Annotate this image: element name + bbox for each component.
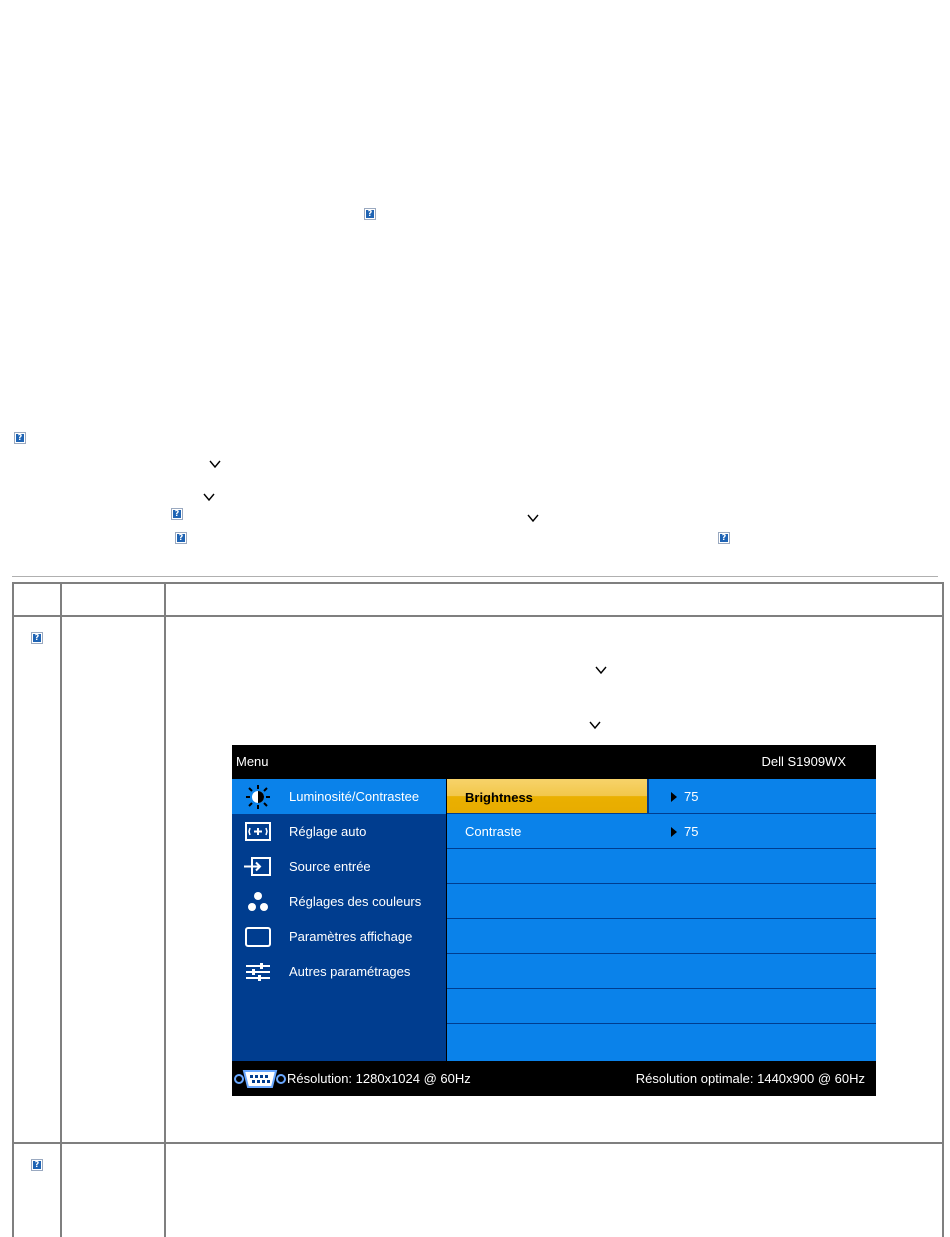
- osd-menu-item-label: Réglages des couleurs: [289, 894, 422, 909]
- table-row-divider: [12, 1142, 944, 1144]
- osd-menu-item-other-settings[interactable]: [232, 954, 446, 989]
- broken-image-icon: ?: [175, 532, 187, 544]
- table-border-left: [12, 582, 14, 1237]
- arrow-right-icon: [671, 792, 677, 802]
- osd-model-name: Dell S1909WX: [761, 754, 846, 769]
- chevron-down-icon: [209, 459, 221, 469]
- osd-setting-label: Contraste: [465, 824, 522, 839]
- arrow-right-icon: [671, 827, 677, 837]
- osd-optimal-resolution: Résolution optimale: 1440x900 @ 60Hz: [635, 1071, 865, 1086]
- osd-setting-value-text: 75: [684, 824, 699, 839]
- broken-image-icon: ?: [14, 432, 26, 444]
- osd-menu-item-label: Paramètres affichage: [289, 929, 413, 944]
- osd-setting-row-brightness[interactable]: [447, 779, 876, 814]
- broken-image-icon: ?: [718, 532, 730, 544]
- broken-image-icon: ?: [171, 508, 183, 520]
- osd-menu-item-display-settings[interactable]: [232, 919, 446, 954]
- other-settings-icon: [244, 960, 272, 984]
- osd-setting-value: [671, 789, 698, 804]
- osd-sidebar: [232, 779, 446, 1061]
- osd-setting-value: [671, 824, 698, 839]
- input-source-icon: [244, 855, 272, 879]
- osd-menu-item-label: Source entrée: [289, 859, 371, 874]
- chevron-down-icon: [595, 665, 607, 675]
- osd-empty-row: [447, 989, 876, 1024]
- osd-menu-item-color-settings[interactable]: [232, 884, 446, 919]
- broken-image-icon: ?: [31, 632, 43, 644]
- osd-menu-item-auto-adjust[interactable]: [232, 814, 446, 849]
- table-col-divider: [60, 582, 62, 1237]
- osd-menu-item-label: Luminosité/Contrastee: [289, 789, 420, 804]
- broken-image-icon: ?: [364, 208, 376, 220]
- display-settings-icon: [244, 925, 272, 949]
- osd-current-resolution: Résolution: 1280x1024 @ 60Hz: [287, 1071, 471, 1086]
- osd-menu-title: Menu: [236, 754, 269, 769]
- osd-empty-row: [447, 954, 876, 989]
- table-border-right: [942, 582, 944, 1237]
- vga-connector-icon: [234, 1069, 286, 1092]
- color-settings-icon: [244, 890, 272, 914]
- broken-image-icon: ?: [31, 1159, 43, 1171]
- osd-settings-panel: [447, 779, 876, 1061]
- osd-divider: [647, 779, 649, 813]
- osd-menu-item-label: Réglage auto: [289, 824, 367, 839]
- chevron-down-icon: [203, 492, 215, 502]
- brightness-icon: [244, 785, 272, 809]
- table-header-divider: [12, 615, 944, 617]
- osd-setting-value-text: 75: [684, 789, 699, 804]
- chevron-down-icon: [589, 720, 601, 730]
- osd-selection-highlight: [447, 779, 647, 813]
- osd-footer: [232, 1061, 876, 1096]
- horizontal-rule: [12, 576, 938, 577]
- auto-adjust-icon: [244, 820, 272, 844]
- osd-menu-item-label: Autres paramétrages: [289, 964, 411, 979]
- osd-empty-row: [447, 884, 876, 919]
- osd-empty-row: [447, 1024, 876, 1058]
- osd-setting-row-contrast[interactable]: [447, 814, 876, 849]
- osd-menu-item-input-source[interactable]: [232, 849, 446, 884]
- osd-setting-label: Brightness: [465, 790, 533, 805]
- chevron-down-icon: [527, 513, 539, 523]
- osd-empty-row: [447, 919, 876, 954]
- monitor-osd: [232, 745, 876, 1096]
- table-col-divider: [164, 582, 166, 1237]
- osd-empty-row: [447, 849, 876, 884]
- osd-menu-item-brightness-contrast[interactable]: [232, 779, 446, 814]
- table-border-top: [12, 582, 944, 584]
